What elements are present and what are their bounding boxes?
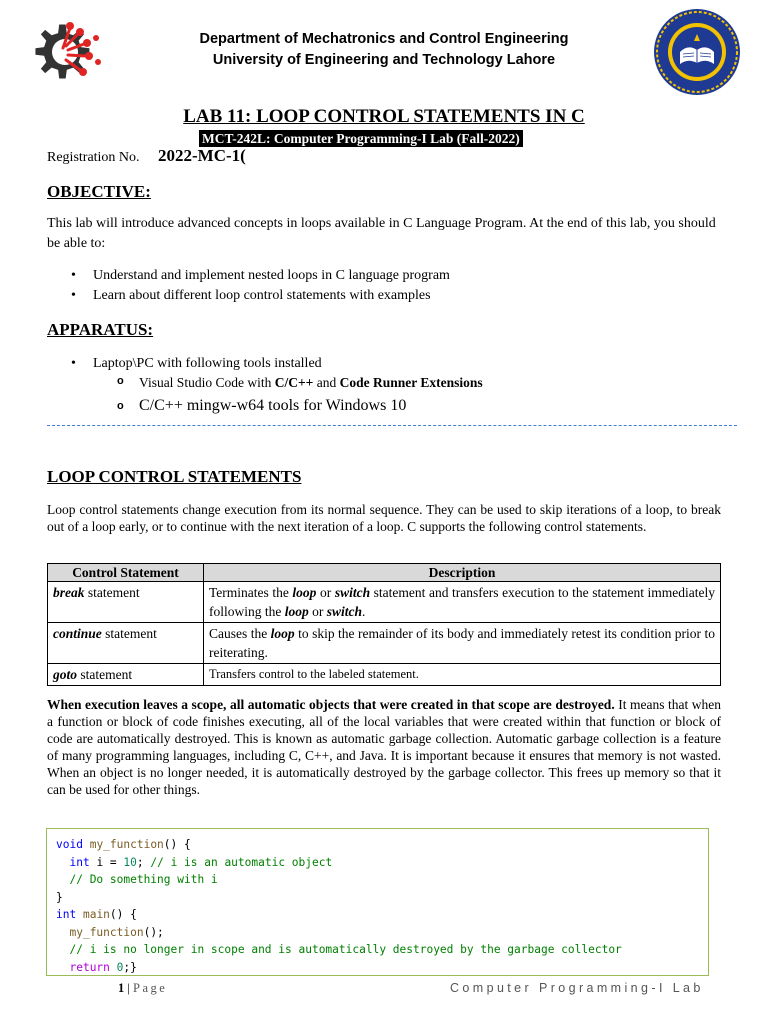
code-line: void my_function() { xyxy=(56,838,191,851)
column-header: Control Statement xyxy=(48,564,204,582)
code-line: int main() { xyxy=(56,908,137,921)
list-item: • Understand and implement nested loops in C language program xyxy=(47,266,721,286)
loop-section-heading: LOOP CONTROL STATEMENTS xyxy=(47,467,302,486)
circle-bullet-icon: o xyxy=(117,400,124,412)
table-header-row xyxy=(48,564,721,582)
list-item: • Laptop\PC with following tools installed xyxy=(47,354,721,374)
page-number: 1 | Page xyxy=(118,981,168,995)
scope-paragraph: When execution leaves a scope, all automatic objects that were created in that scope are destroyed. It means that when a function or block of code finishes executing, all of the local variables that were created within that function or block of code are automatically destroyed. This is known as automatic garbage collection. Automatic garbage collection is a feature of many programming languages, including C, C++, and Java. It is important because it ensures that memory is not wasted. When an object is no longer needed, it is automatically destroyed by the garbage collector. This frees up memory so that it can be used for other things. xyxy=(47,697,721,797)
objective-heading: OBJECTIVE: xyxy=(47,182,151,201)
objective-list xyxy=(47,266,721,306)
gear-circuit-logo xyxy=(22,10,108,86)
code-line: // i is no longer in scope and is automatically destroyed by the garbage collector xyxy=(69,943,622,956)
description-cell: Terminates the loop or switch statement and transfers execution to the statement immediately following the loop or switch. xyxy=(204,582,721,623)
circle-bullet-icon: o xyxy=(117,375,124,387)
control-statements-table xyxy=(47,563,721,686)
apparatus-list xyxy=(47,354,721,374)
code-line: int i = 10; // i is an automatic object xyxy=(69,855,333,869)
objective-intro: This lab will introduce advanced concepts in loops available in C Language Program. At the end of this lab, you should be able to: xyxy=(47,216,716,251)
registration-label: Registration No. xyxy=(47,150,140,165)
code-line: // Do something with i xyxy=(69,873,218,886)
university-name: University of Engineering and Technology Lahore xyxy=(212,52,556,68)
code-block xyxy=(46,828,709,976)
course-code-banner: MCT-242L: Computer Programming-I Lab (Fall-2022) xyxy=(199,130,523,147)
code-line: my_function(); xyxy=(69,925,164,939)
registration-number: 2022-MC-1( xyxy=(158,146,246,165)
section-divider xyxy=(47,425,737,426)
description-cell: Transfers control to the labeled statement. xyxy=(204,664,721,686)
statement-cell: goto statement xyxy=(48,664,204,686)
table-row xyxy=(48,664,721,686)
table-row xyxy=(48,582,721,623)
code-line: return 0;} xyxy=(69,960,137,974)
apparatus-heading: APPARATUS: xyxy=(47,320,154,339)
apparatus-subitem: o C/C++ mingw-w64 tools for Windows 10 xyxy=(117,397,407,414)
footer-course-name: Computer Programming-I Lab xyxy=(450,981,704,995)
loop-section-intro: Loop control statements change execution from its normal sequence. They can be used to skip iterations of a loop, to break out of a loop early, or to continue with the next iteration of a loop. C supports the following control statements. xyxy=(47,502,721,534)
column-header: Description xyxy=(204,564,721,582)
description-cell: Causes the loop to skip the remainder of its body and immediately retest its condition prior to reiterating. xyxy=(204,623,721,664)
statement-cell: continue statement xyxy=(48,623,204,664)
code-line: } xyxy=(56,890,63,904)
list-item: • Learn about different loop control statements with examples xyxy=(47,286,721,306)
department-name: Department of Mechatronics and Control Engineering xyxy=(199,31,569,47)
table-row xyxy=(48,623,721,664)
lab-title: LAB 11: LOOP CONTROL STATEMENTS IN C xyxy=(183,106,585,127)
apparatus-subitem: o Visual Studio Code with C/C++ and Code Runner Extensions xyxy=(117,375,483,390)
statement-cell: break statement xyxy=(48,582,204,623)
